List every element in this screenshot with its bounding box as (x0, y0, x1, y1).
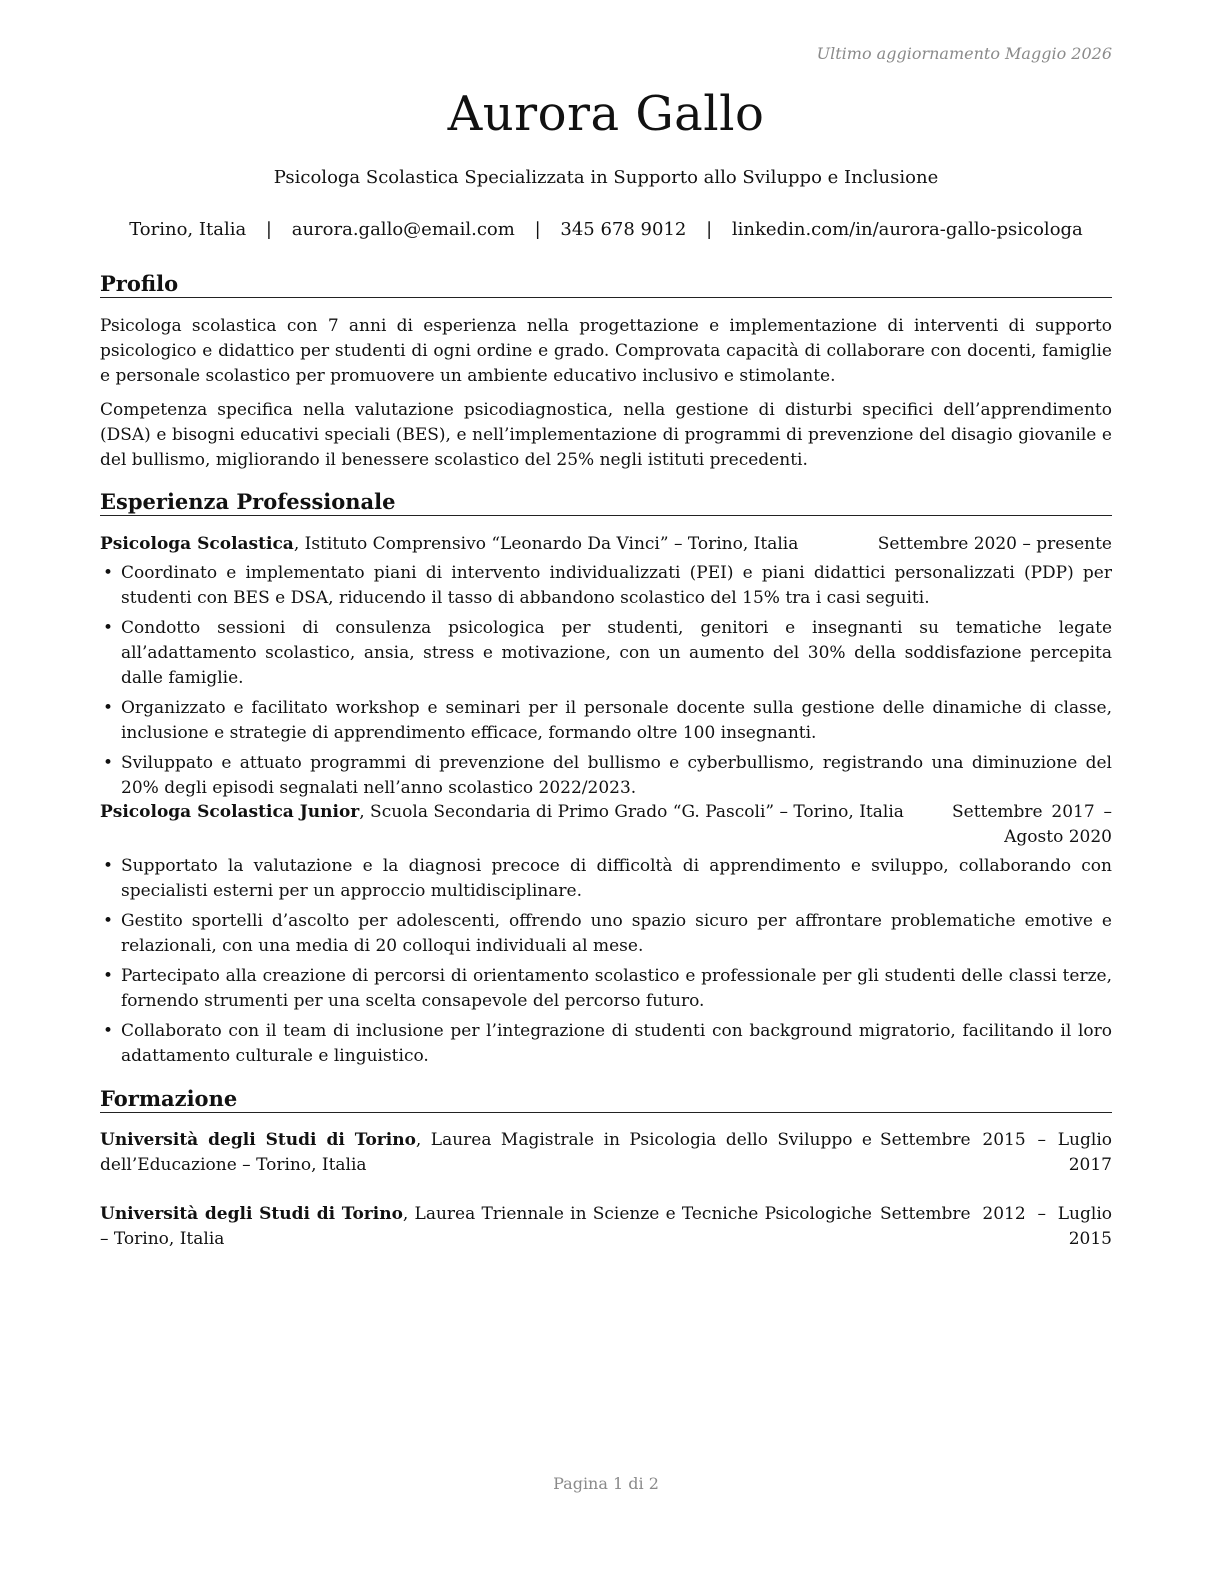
bullet-icon: • (103, 698, 114, 718)
contact-linkedin[interactable]: linkedin.com/in/aurora-gallo-psicologa (731, 219, 1083, 240)
candidate-name: Aurora Gallo (447, 86, 765, 142)
list-item: • Sviluppato e attuato programmi di prevenzione del bullismo e cyberbullismo, registrando una diminuzione del 20% degli episodi segnalati nell’anno scolastico 2022/2023. (103, 753, 1112, 798)
bullet-icon: • (103, 1021, 114, 1041)
job-role: Psicologa Scolastica Junior (100, 802, 360, 822)
section-title-education: Formazione (100, 1086, 1112, 1113)
education-degree: , Laurea Triennale in Scienze e Tecniche Psicologiche – Torino, Italia (100, 1204, 872, 1249)
education-entry (100, 1128, 1112, 1178)
list-item: • Gestito sportelli d’ascolto per adolescenti, offrendo uno spazio sicuro per affrontare problematiche emotive e relazionali, con una media di 20 colloqui individuali al mese. (103, 911, 1112, 956)
profile-paragraph: Psicologa scolastica con 7 anni di esperienza nella progettazione e implementazione di interventi di supporto psicologico e didattico per studenti di ogni ordine e grado. Comprovata capacità di collaborare con docenti, famiglie e personale scolastico per promuovere un ambiente educativo inclusivo e stimolante. (100, 316, 1112, 386)
section-title-profile: Profilo (100, 271, 1112, 298)
education-entry (100, 1202, 1112, 1252)
job-bullets (100, 854, 1112, 1069)
job-organization: , Scuola Secondaria di Primo Grado “G. Pascoli” – Torino, Italia (359, 802, 904, 822)
job-header (100, 532, 1112, 557)
profile-paragraph: Competenza specifica nella valutazione psicodiagnostica, nella gestione di disturbi specifici dell’apprendimento (DSA) e bisogni educativi speciali (BES), e nell’implementazione di programmi di prevenzione del disagio giovanile e del bullismo, migliorando il benessere scolastico del 25% negli istituti precedenti. (100, 400, 1112, 470)
contact-email[interactable]: aurora.gallo@email.com (291, 219, 515, 240)
education-dates: Settembre 2015 – Luglio 2017 (880, 1130, 1112, 1175)
bullet-icon: • (103, 753, 114, 773)
job-entry (100, 532, 1112, 806)
contact-separator: | (706, 219, 713, 240)
page-number: Pagina 1 di 2 (553, 1474, 659, 1493)
job-bullets (100, 561, 1112, 801)
bullet-icon: • (103, 911, 114, 931)
bullet-icon: • (103, 966, 114, 986)
job-entry (100, 800, 1112, 1074)
list-item: • Condotto sessioni di consulenza psicologica per studenti, genitori e insegnanti su tematiche legate all’adattamento scolastico, ansia, stress e motivazione, con un aumento del 30% della soddisfazione percepita dalle famiglie. (103, 618, 1112, 688)
candidate-subtitle: Psicologa Scolastica Specializzata in Supporto allo Sviluppo e Inclusione (273, 167, 939, 188)
contact-separator: | (265, 219, 272, 240)
job-header (100, 800, 1112, 850)
bullet-icon: • (103, 856, 114, 876)
education-degree: , Laurea Magistrale in Psicologia dello Sviluppo e dell’Educazione – Torino, Italia (100, 1130, 872, 1175)
bullet-icon: • (103, 563, 114, 583)
education-school: Università degli Studi di Torino (100, 1130, 416, 1150)
job-organization: , Istituto Comprensivo “Leonardo Da Vinci” – Torino, Italia (293, 534, 799, 554)
list-item: • Coordinato e implementato piani di intervento individualizzati (PEI) e piani didattici personalizzati (PDP) per studenti con BES e DSA, riducendo il tasso di abbandono scolastico del 15% tra i casi seguiti. (103, 563, 1112, 608)
section-title-experience: Esperienza Professionale (100, 489, 1112, 516)
bullet-icon: • (103, 618, 114, 638)
last-updated: Ultimo aggiornamento Maggio 2026 (816, 44, 1112, 63)
resume-page (100, 0, 1112, 1584)
contact-separator: | (534, 219, 541, 240)
job-dates: Settembre 2017 – Agosto 2020 (952, 802, 1112, 847)
education-school: Università degli Studi di Torino (100, 1204, 403, 1224)
list-item: • Supportato la valutazione e la diagnosi precoce di difficoltà di apprendimento e sviluppo, collaborando con specialisti esterni per un approccio multidisciplinare. (103, 856, 1112, 901)
contact-line (100, 219, 1112, 240)
list-item: • Collaborato con il team di inclusione per l’integrazione di studenti con background migratorio, facilitando il loro adattamento culturale e linguistico. (103, 1021, 1112, 1066)
job-dates: Settembre 2020 – presente (877, 534, 1112, 554)
education-dates: Settembre 2012 – Luglio 2015 (880, 1204, 1112, 1249)
job-role: Psicologa Scolastica (100, 534, 294, 554)
list-item: • Organizzato e facilitato workshop e seminari per il personale docente sulla gestione delle dinamiche di classe, inclusione e strategie di apprendimento efficace, formando oltre 100 insegnanti. (103, 698, 1112, 743)
contact-phone: 345 678 9012 (560, 219, 687, 240)
contact-location: Torino, Italia (129, 219, 247, 240)
list-item: • Partecipato alla creazione di percorsi di orientamento scolastico e professionale per gli studenti delle classi terze, fornendo strumenti per una scelta consapevole del percorso futuro. (103, 966, 1112, 1011)
